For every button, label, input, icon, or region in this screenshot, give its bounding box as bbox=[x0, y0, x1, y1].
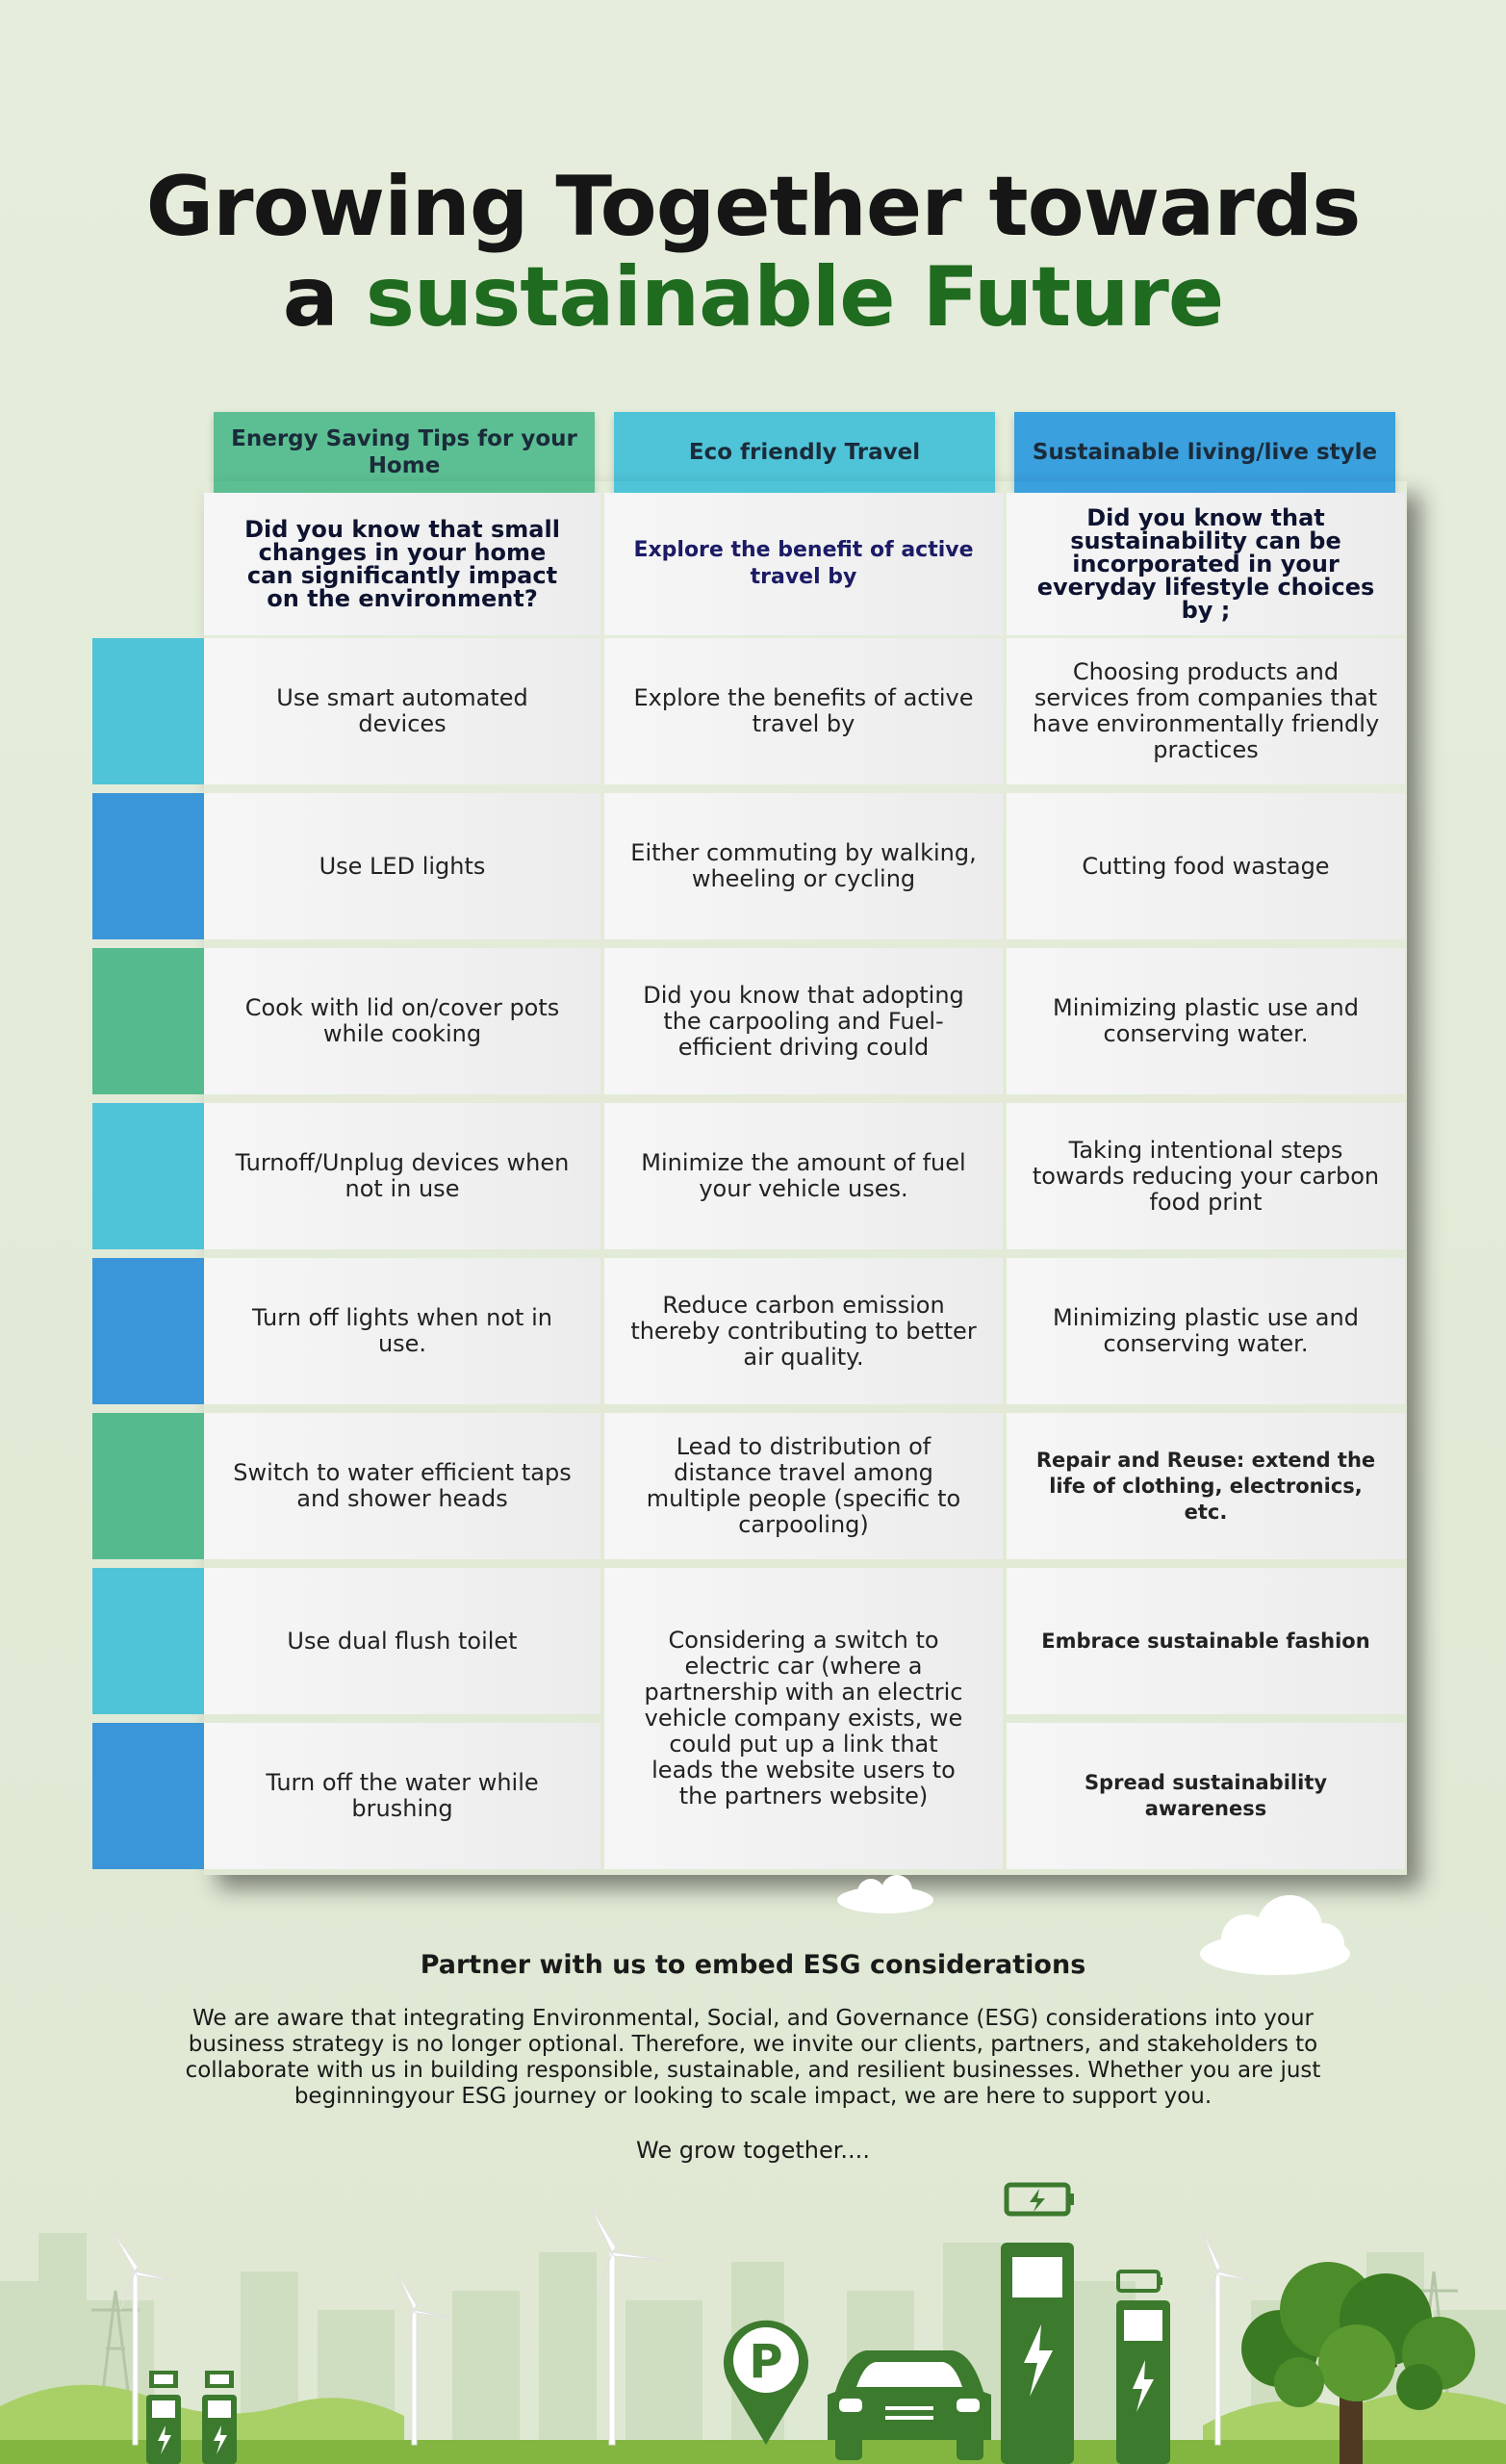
page-title-line-2: a sustainable Future bbox=[282, 249, 1224, 346]
ev-charger-icon bbox=[1001, 2185, 1074, 2464]
table-cell: Minimizing plastic use and conserving water. bbox=[1007, 948, 1405, 1094]
column-header-energy: Energy Saving Tips for your Home bbox=[214, 412, 595, 493]
table-cell: Use smart automated devices bbox=[204, 638, 600, 784]
svg-text:P: P bbox=[749, 2335, 783, 2389]
table-cell: Turn off lights when not in use. bbox=[204, 1258, 600, 1404]
table-cell: Switch to water efficient taps and shower heads bbox=[204, 1413, 600, 1559]
row-marker bbox=[92, 1413, 204, 1559]
table-cell: Either commuting by walking, wheeling or cycling bbox=[604, 793, 1003, 939]
table-cell: Use LED lights bbox=[204, 793, 600, 939]
table-cell: Embrace sustainable fashion bbox=[1007, 1568, 1405, 1714]
intro-travel: Explore the benefit of active travel by bbox=[604, 493, 1003, 635]
table-cell: Minimizing plastic use and conserving water. bbox=[1007, 1258, 1405, 1404]
row-marker bbox=[92, 638, 204, 784]
row-marker bbox=[92, 948, 204, 1094]
partner-paragraph: We are aware that integrating Environmental, Social, and Governance (ESG) considerations into your business strategy is no longer optional. Therefore, we invite our clients, partners, and stakeholders to collaborate with us in building responsible, sustainable, and resilient businesses. Whether you are just beginningyour ESG journey or looking to scale impact, we are here to support you. bbox=[185, 2006, 1321, 2109]
table-cell: Repair and Reuse: extend the life of clothing, electronics, etc. bbox=[1007, 1413, 1405, 1559]
table-cell: Cook with lid on/cover pots while cooking bbox=[204, 948, 600, 1094]
column-header-living: Sustainable living/live style bbox=[1014, 412, 1395, 493]
table-cell: Taking intentional steps towards reducing your carbon food print bbox=[1007, 1103, 1405, 1249]
cloud-icon bbox=[828, 1873, 943, 1917]
page-title-line-1: Growing Together towards bbox=[145, 159, 1361, 255]
row-marker bbox=[92, 1103, 204, 1249]
partner-heading: Partner with us to embed ESG considerations bbox=[420, 1950, 1086, 1980]
table-cell: Explore the benefits of active travel by bbox=[604, 638, 1003, 784]
city-scene-illustration bbox=[0, 2146, 1506, 2464]
table-cell: Did you know that adopting the carpooling and Fuel-efficient driving could bbox=[604, 948, 1003, 1094]
table-cell: Use dual flush toilet bbox=[204, 1568, 600, 1714]
row-marker bbox=[92, 1568, 204, 1714]
table-cell-merged: Considering a switch to electric car (where a partnership with an electric vehicle company exists, we could put up a link that leads the website users to the partners website) bbox=[604, 1568, 1003, 1869]
table-cell: Choosing products and services from companies that have environmentally friendly practices bbox=[1007, 638, 1405, 784]
table-cell: Lead to distribution of distance travel among multiple people (specific to carpooling) bbox=[604, 1413, 1003, 1559]
table-cell: Minimize the amount of fuel your vehicle uses. bbox=[604, 1103, 1003, 1249]
row-marker bbox=[92, 793, 204, 939]
table-cell: Reduce carbon emission thereby contributing to better air quality. bbox=[604, 1258, 1003, 1404]
row-marker bbox=[92, 1258, 204, 1404]
table-cell: Turn off the water while brushing bbox=[204, 1723, 600, 1869]
intro-energy: Did you know that small changes in your home can significantly impact on the environment? bbox=[204, 493, 600, 635]
table-cell: Spread sustainability awareness bbox=[1007, 1723, 1405, 1869]
intro-living: Did you know that sustainability can be incorporated in your everyday lifestyle choices by ; bbox=[1007, 493, 1405, 635]
title-accent: sustainable Future bbox=[365, 249, 1224, 346]
column-header-travel: Eco friendly Travel bbox=[614, 412, 995, 493]
row-marker bbox=[92, 1723, 204, 1869]
table-cell: Cutting food wastage bbox=[1007, 793, 1405, 939]
closing-text: We grow together.... bbox=[636, 2137, 870, 2164]
table-cell: Turnoff/Unplug devices when not in use bbox=[204, 1103, 600, 1249]
